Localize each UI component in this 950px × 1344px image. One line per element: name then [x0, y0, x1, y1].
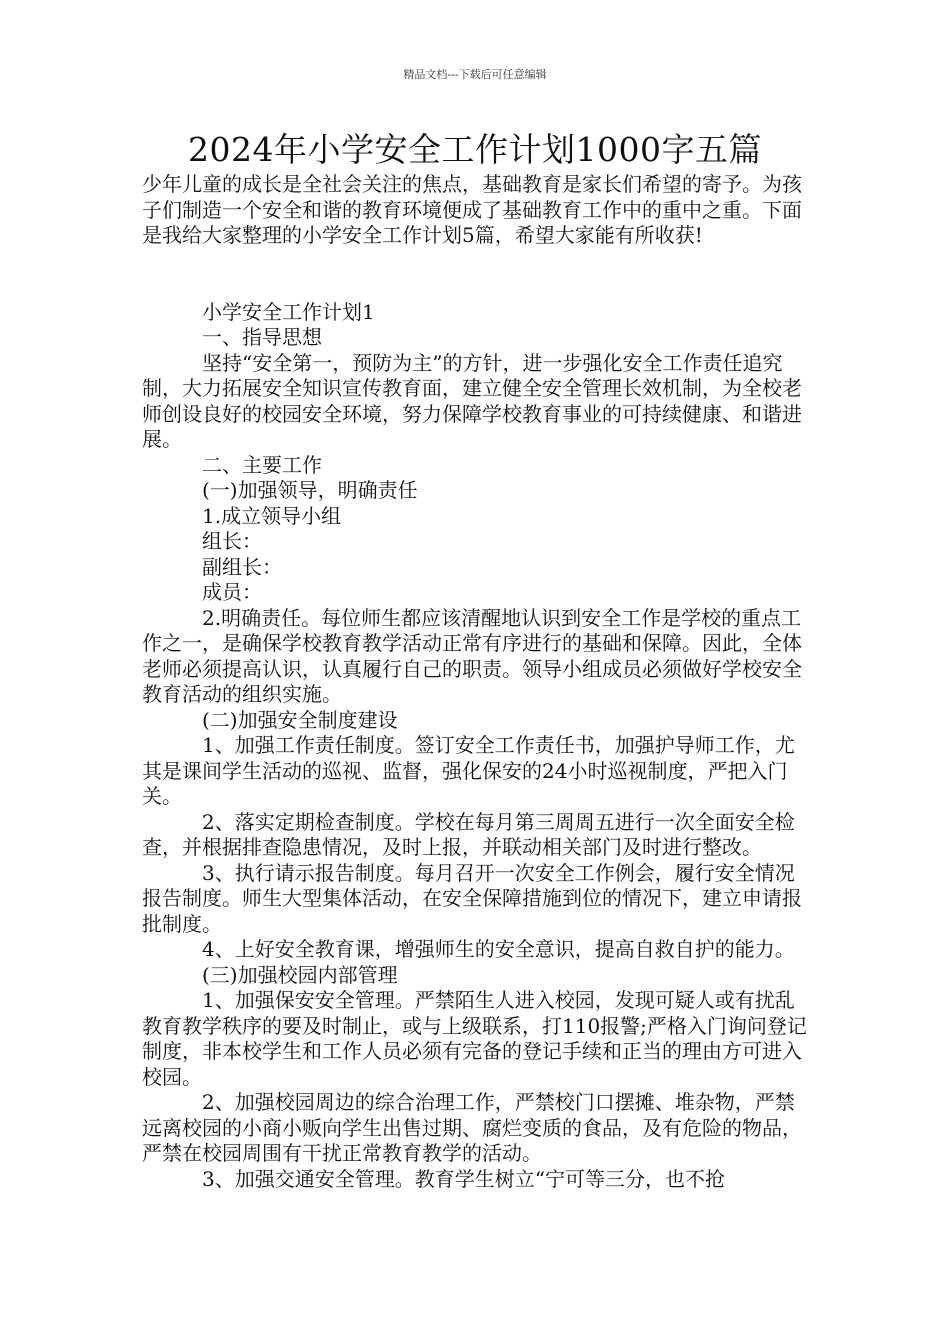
paragraph: 二、主要工作	[202, 452, 322, 477]
paragraph: 1.成立领导小组	[202, 503, 342, 528]
paragraph: 1、加强工作责任制度。签订安全工作责任书，加强护导师工作，尤其是课间学生活动的巡视、监督，强化保安的24小时巡视制度，严把入门关。	[142, 733, 795, 808]
paragraph: 4、上好安全教育课，增强师生的安全意识，提高自救自护的能力。	[202, 937, 795, 961]
paragraph: 3、加强交通安全管理。教育学生树立“宁可等三分，也不抢	[202, 1166, 725, 1191]
paragraph: 少年儿童的成长是全社会关注的焦点，基础教育是家长们希望的寄予。为孩子们制造一个安全和谐的教育环境便成了基础教育工作中的重中之重。下面是我给大家整理的小学安全工作计划5篇，希望大家能有所收获!	[142, 172, 802, 247]
paragraph: (三)加强校园内部管理	[202, 962, 398, 987]
paragraph: 一、指导思想	[202, 325, 322, 349]
paragraph: 2、落实定期检查制度。学校在每月第三周周五进行一次全面安全检查，并根据排查隐患情况，及时上报，并联动相关部门及时进行整改。	[142, 809, 795, 859]
paragraph-gap	[142, 249, 808, 300]
paragraph: 2.明确责任。每位师生都应该清醒地认识到安全工作是学校的重点工作之一，是确保学校教育教学活动正常有序进行的基础和保障。因此，全体老师必须提高认识，认真履行自己的职责。领导小组成员必须做好学校安全教育活动的组织实施。	[142, 605, 802, 706]
paragraph: 坚持“安全第一，预防为主”的方针，进一步强化安全工作责任追究制，大力拓展安全知识宣传教育面，建立健全安全管理长效机制，为全校老师创设良好的校园安全环境，努力保障学校教育事业的可持续健康、和谐进展。	[142, 350, 802, 451]
paragraph: 2、加强校园周边的综合治理工作，严禁校门口摆摊、堆杂物，严禁远离校园的小商小贩向学生出售过期、腐烂变质的食品，及有危险的物品，严禁在校园周围有干扰正常教育教学的活动。	[142, 1090, 802, 1165]
paragraph: 小学安全工作计划1	[202, 299, 375, 324]
paragraph: 副组长：	[202, 554, 282, 579]
document-body	[142, 172, 808, 1192]
paragraph: (一)加强领导，明确责任	[202, 478, 418, 502]
page-header: 精品文档---下载后可任意编辑	[403, 68, 547, 81]
paragraph: (二)加强安全制度建设	[202, 707, 398, 732]
document-title: 2024年小学安全工作计划1000字五篇	[188, 130, 762, 169]
paragraph: 1、加强保安安全管理。严禁陌生人进入校园，发现可疑人或有扰乱教育教学秩序的要及时制止，或与上级联系，打110报警;严格入门询问登记制度，非本校学生和工作人员必须有完备的登记手续和正当的理由方可进入校园。	[142, 988, 807, 1089]
paragraph: 3、执行请示报告制度。每月召开一次安全工作例会，履行安全情况报告制度。师生大型集体活动，在安全保障措施到位的情况下，建立申请报批制度。	[142, 860, 802, 936]
paragraph: 组长：	[202, 529, 262, 553]
paragraph: 成员：	[202, 580, 262, 604]
